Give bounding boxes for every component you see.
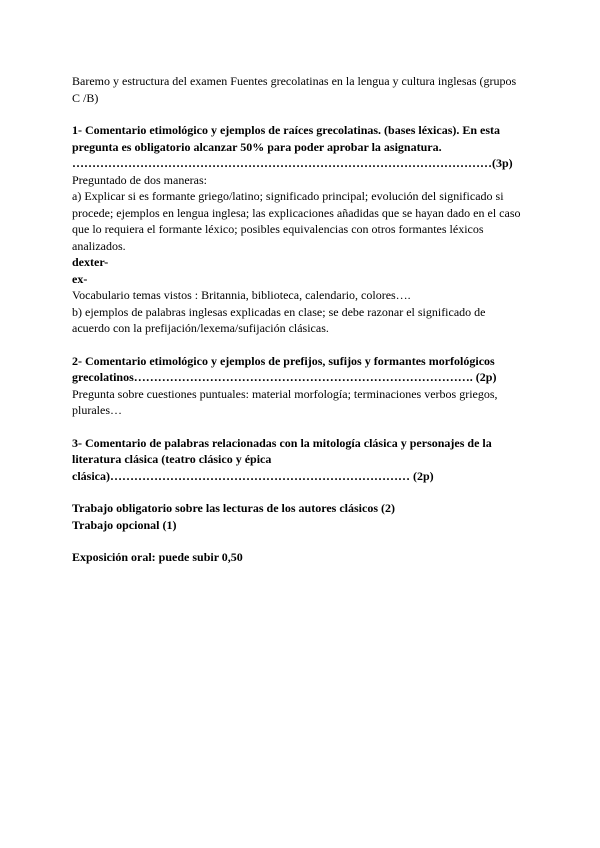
- section-1-b-line-2: acuerdo con la prefijación/lexema/sufijación clásicas.: [72, 321, 329, 335]
- section-3-heading-line-2: literatura clásica (teatro clásico y épica: [72, 452, 272, 466]
- section-2-heading-line-1: 2- Comentario etimológico y ejemplos de prefijos, sufijos y formantes morfológicos: [72, 353, 495, 368]
- section-1-intro: Preguntado de dos maneras:: [72, 172, 207, 187]
- section-1-a-line-4: analizados.: [72, 238, 126, 253]
- section-2-heading-line-2: grecolatinos…………………………………………………………………………. (2p): [72, 370, 497, 384]
- section-3-heading-line-3: clásica)………………………………………………………………… (2p): [72, 468, 434, 483]
- section-3-heading-line-1: 3- Comentario de palabras relacionadas con la mitología clásica y personajes de la: [72, 435, 492, 450]
- section-1-example-1: dexter-: [72, 255, 109, 269]
- section-2-body-line-2: plurales…: [72, 403, 122, 417]
- section-1-a-line-2: procede; ejemplos en lengua inglesa; las explicaciones añadidas que se hayan dado en el caso: [72, 205, 521, 220]
- section-1-heading-line-3: ……………………………………………………………………………………………(3p): [72, 156, 513, 170]
- section-1-a-line-1: a) Explicar si es formante griego/latino; significado principal; evolución del significado si: [72, 189, 504, 203]
- work-optional: Trabajo opcional (1): [72, 517, 177, 532]
- section-2-body-line-1: Pregunta sobre cuestiones puntuales: material morfología; terminaciones verbos griegos,: [72, 386, 498, 401]
- section-1-heading-line-1: 1- Comentario etimológico y ejemplos de raíces grecolatinas. (bases léxicas). En esta: [72, 123, 501, 137]
- work-required: Trabajo obligatorio sobre las lecturas de los autores clásicos (2): [72, 501, 395, 515]
- section-1-a-line-3: que lo requiera el formante léxico; posibles equivalencias con otros formantes léxicos: [72, 222, 484, 236]
- document-title-line-1: Baremo y estructura del examen Fuentes grecolatinas en la lengua y cultura inglesas (grupos: [72, 74, 517, 88]
- section-1-b-line-1: b) ejemplos de palabras inglesas explicadas en clase; se debe razonar el significado de: [72, 304, 486, 319]
- document-title-line-2: C /B): [72, 90, 99, 105]
- section-1-vocab: Vocabulario temas vistos : Britannia, biblioteca, calendario, colores….: [72, 288, 411, 302]
- spacer: [72, 106, 528, 122]
- oral-exposition: Exposición oral: puede subir 0,50: [72, 550, 243, 564]
- document-body: [72, 73, 528, 566]
- section-1-example-2: ex-: [72, 271, 88, 286]
- section-1-heading-line-2: pregunta es obligatorio alcanzar 50% para poder aprobar la asignatura.: [72, 139, 442, 154]
- spacer: [72, 337, 528, 353]
- spacer: [72, 533, 528, 549]
- spacer: [72, 419, 528, 435]
- spacer: [72, 484, 528, 500]
